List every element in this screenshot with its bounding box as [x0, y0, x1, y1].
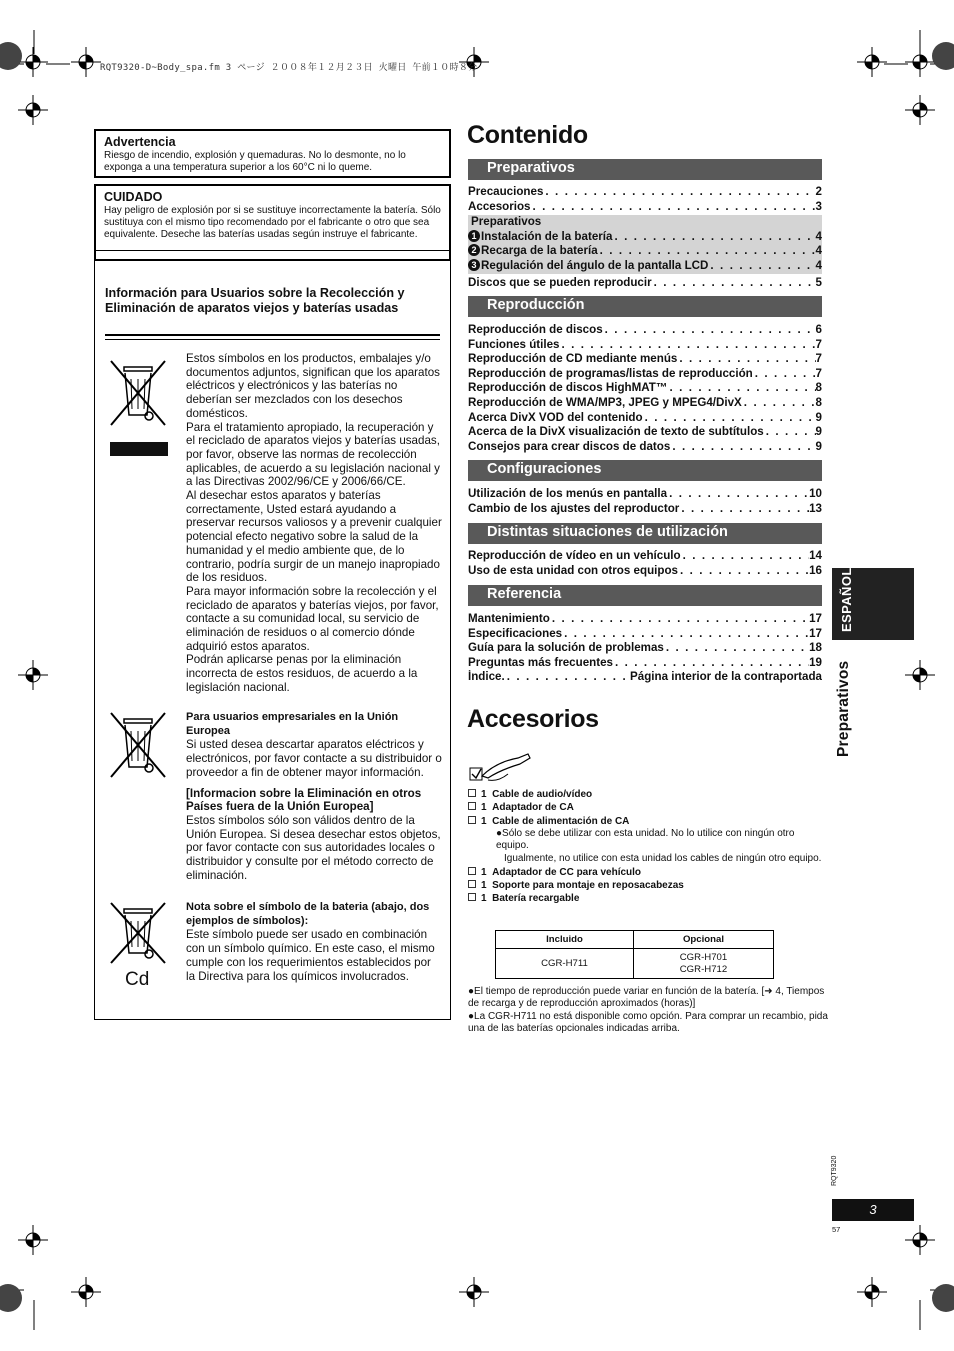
accessory-name: Soporte para montaje en reposacabezas	[492, 879, 684, 891]
toc-entry-title: Cambio de los ajustes del reproductor	[468, 501, 680, 515]
toc-page: 17	[809, 626, 822, 640]
toc-leader	[613, 656, 809, 671]
info-paragraph-1: Estos símbolos en los productos, embalajes y/o documentos adjuntos, significan que los aparatos eléctricos y electrónicos y las baterías no deberían ser mezclados con los desechos domésticos. Para el tratamiento apropiado, la recuperación y el reciclado de aparatos viejos y baterías usadas, por favor, observe las normas de recolección aplicables, de acuerdo a su legislación nacional y a las Directivas 2002/96/CE y 2006/66/CE. Al desechar estos aparatos y baterías correctamente, Usted estará ayudando a preservar recursos valiosos y a prevenir cualquier potencial efecto negativo sobre la salud de la humanidad y el medio ambiente que, de lo contrario, podría surgir de un manejo inapropiado de los residuos. Para mayor información sobre la recolección y el reciclado de aparatos y baterías viejos, por favor, contacte a su comunidad local, su servicio de eliminación de residuos o al comercio dónde adquirió estos aparatos. Podrán aplicarse penas por la eliminación incorrecta de estos residuos, de acuerdo a la legislación nacional.	[186, 352, 442, 694]
toc-page: 6	[815, 323, 822, 336]
toc-leader	[559, 338, 815, 353]
accessory-item	[468, 801, 828, 814]
language-tab-label: ESPAÑOL	[839, 567, 854, 632]
step-number-icon: 1	[468, 230, 480, 242]
accessory-note: Igualmente, no utilice con esta unidad los cables de ningún otro equipo.	[504, 853, 822, 865]
toc-row[interactable]	[468, 627, 822, 642]
toc-page: 7	[815, 337, 822, 351]
toc-leader	[708, 259, 815, 274]
registration-mark-icon	[905, 95, 935, 125]
toc-leader	[677, 352, 815, 367]
toc-row[interactable]	[468, 259, 822, 274]
toc-row[interactable]	[468, 185, 822, 200]
step-number-icon: 2	[468, 244, 480, 256]
toc-entry-title: Acerca de la DivX visualización de texto de subtítulos	[468, 425, 764, 439]
toc-page: 8	[815, 395, 822, 409]
disposal-info-title: Información para Usuarios sobre la Recolección y Eliminación de aparatos viejos y baterías usadas	[105, 286, 405, 315]
caution-title: CUIDADO	[104, 190, 163, 204]
toc-page: 16	[809, 563, 822, 577]
toc-leader	[667, 381, 815, 396]
page-number-small: 57	[832, 1225, 841, 1234]
accessory-name: Cable de audio/vídeo	[492, 789, 593, 800]
crop-marks-icon	[0, 30, 70, 90]
accessory-name: Batería recargable	[492, 893, 580, 905]
table-cell-line: CGR-H712	[679, 963, 728, 975]
cd-chemical-symbol: Cd	[125, 969, 150, 990]
info-paragraph-4: Este símbolo puede ser usado en combinación con un símbolo químico. En este caso, el mismo cumple con los requerimientos establecidos por la Directiva para los químicos involucrados.	[186, 928, 435, 983]
toc-leader	[679, 502, 809, 517]
accessory-item	[468, 866, 828, 879]
toc-leader	[531, 200, 816, 215]
divider	[105, 334, 440, 336]
accesorios-title: Accesorios	[467, 705, 599, 733]
toc-entry-title: Mantenimiento	[468, 612, 550, 625]
toc-entry-title: Reproducción de discos	[468, 323, 603, 336]
warning-text: Riesgo de incendio, explosión y quemaduras. No lo desmonte, no lo exponga a una temperatura superior a los 60°C ni lo queme.	[104, 150, 406, 173]
battery-table	[495, 930, 774, 979]
toc-page: 9	[815, 410, 822, 424]
registration-mark-icon	[857, 47, 887, 77]
toc-leader	[681, 549, 810, 564]
toc-leader	[664, 641, 809, 656]
table-header: Opcional	[633, 931, 773, 949]
toc-entry-title: Especificaciones	[468, 626, 563, 640]
toc-entry-title: Recarga de la batería	[481, 244, 598, 258]
bin-bar-icon	[110, 442, 168, 456]
toc-entry-title: Preguntas más frecuentes	[468, 655, 613, 669]
toc-leader	[753, 367, 816, 382]
disposal-info-text	[186, 352, 442, 695]
registration-mark-icon	[905, 660, 935, 690]
accessory-item	[468, 879, 828, 892]
warning-title: Advertencia	[104, 135, 176, 149]
toc-page: 19	[809, 655, 822, 669]
disposal-info-box	[94, 250, 451, 1020]
toc-leader	[678, 564, 809, 579]
toc-page: 18	[809, 641, 822, 655]
toc-page: 9	[815, 439, 822, 453]
toc-page: 17	[809, 612, 822, 625]
accessory-qty: 1	[481, 789, 487, 800]
toc-entry-title: Regulación del ángulo de la pantalla LCD	[481, 258, 709, 272]
table-cell-line: CGR-H701	[679, 951, 728, 963]
registration-mark-icon	[18, 1225, 48, 1255]
toc-entry-title: Discos que se pueden reproducir	[468, 275, 652, 289]
toc-entry-title: Funciones útiles	[468, 337, 560, 351]
toc-row[interactable]	[468, 656, 822, 671]
toc-row[interactable]	[468, 440, 822, 455]
toc-row[interactable]	[468, 670, 822, 685]
section-bar-configuraciones: Configuraciones	[468, 460, 822, 481]
accessory-qty: 1	[481, 866, 487, 878]
toc-page: 4	[815, 258, 822, 272]
registration-mark-icon	[18, 95, 48, 125]
divider	[105, 339, 440, 340]
toc-leader	[612, 230, 815, 245]
toc-entry-title: Utilización de los menús en pantalla	[468, 487, 668, 500]
toc-page: 3	[815, 199, 822, 213]
accessory-qty: 1	[481, 879, 487, 891]
checkbox-icon[interactable]	[468, 893, 476, 901]
registration-mark-icon	[459, 1277, 489, 1307]
registration-mark-icon	[71, 47, 101, 77]
info-paragraph-3: Estos símbolos sólo son válidos dentro de la Unión Europea. Si desea desechar estos objetos, por favor contacte con sus autoridades locales o distribuidor y consulte por el método correcto de eliminación.	[186, 813, 441, 882]
toc-page: 4	[815, 229, 822, 243]
section-bar-preparativos: Preparativos	[468, 159, 822, 180]
registration-mark-icon	[857, 1277, 887, 1307]
checkbox-icon[interactable]	[468, 802, 476, 810]
toc-leader	[670, 440, 815, 455]
accessory-name: Adaptador de CC para vehículo	[492, 866, 642, 878]
warning-box	[94, 129, 451, 178]
toc-page: 7	[815, 352, 822, 366]
section-bar-referencia: Referencia	[468, 585, 822, 606]
toc-row[interactable]	[468, 502, 822, 517]
toc-leader	[603, 323, 816, 338]
toc-leader	[643, 411, 816, 426]
side-section-label: Preparativos	[835, 660, 852, 757]
accessory-item	[468, 815, 828, 828]
battery-note: ●El tiempo de reproducción puede variar en función de la batería. [➜ 4, Tiempos de recarga y de reproducción aproximados (horas)]	[468, 986, 825, 1010]
print-header-line: RQT9320-D~Body_spa.fm 3 ページ ２００８年１２月２３日 火曜日 午前１０時８分	[100, 63, 478, 73]
toc-configuraciones	[468, 487, 822, 516]
toc-leader	[598, 244, 816, 259]
registration-mark-icon	[18, 660, 48, 690]
toc-leader	[667, 487, 809, 502]
checkbox-icon[interactable]	[468, 816, 476, 824]
checkbox-icon[interactable]	[468, 789, 476, 797]
section-bar-reproduccion: Reproducción	[468, 296, 822, 317]
toc-row[interactable]	[468, 276, 822, 291]
accessory-item	[468, 892, 828, 905]
toc-entry-title: Uso de esta unidad con otros equipos	[468, 563, 679, 577]
toc-leader	[505, 670, 630, 685]
toc-entry-title: Reproducción de programas/listas de reproducción	[468, 366, 753, 380]
toc-entry-title: Instalación de la batería	[481, 229, 613, 243]
toc-entry-title: Precauciones	[468, 185, 544, 198]
battery-notes	[468, 986, 828, 1035]
toc-entry-title: Reproducción de vídeo en un vehículo	[468, 549, 681, 562]
toc-entry-title: Reproducción de WMA/MP3, JPEG y MPEG4/DivX	[468, 395, 742, 409]
toc-page: 10	[809, 487, 822, 500]
checkbox-icon[interactable]	[468, 880, 476, 888]
accessory-qty: 1	[481, 802, 487, 814]
info-heading-2: Para usuarios empresariales en la Unión Europea	[186, 711, 399, 737]
business-users-section	[186, 711, 442, 882]
section-bar-situaciones: Distintas situaciones de utilización	[468, 523, 822, 544]
crop-marks-icon	[0, 1260, 70, 1330]
toc-entry-title: Acerca DivX VOD del contenido	[468, 410, 643, 424]
toc-referencia	[468, 612, 822, 685]
toc-page: 14	[809, 549, 822, 562]
toc-page: 7	[815, 366, 822, 380]
accessory-name: Adaptador de CA	[492, 802, 574, 814]
registration-mark-icon	[905, 1225, 935, 1255]
table-header: Incluido	[496, 931, 634, 949]
toc-leader	[764, 425, 816, 440]
toc-row[interactable]	[468, 396, 822, 411]
accessories-list	[468, 788, 828, 906]
info-heading-4: Nota sobre el símbolo de la bateria (abajo, dos ejemplos de símbolos):	[186, 901, 430, 927]
battery-note: ●La CGR-H711 no está disponible como opción. Para comprar un recambio, pida una de las baterías opcionales indicadas arriba.	[468, 1010, 828, 1034]
crossed-bin-icon	[105, 355, 171, 429]
step-number-icon: 3	[468, 259, 480, 271]
accessory-qty: 1	[481, 893, 487, 905]
accessory-qty: 1	[481, 815, 487, 827]
toc-situaciones	[468, 549, 822, 578]
toc-entry-title: Accesorios	[468, 199, 531, 213]
toc-page: Página interior de la contraportada	[630, 670, 822, 684]
toc-row[interactable]	[468, 411, 822, 426]
toc-leader	[652, 276, 816, 291]
toc-row[interactable]	[468, 381, 822, 396]
toc-entry-title: Índice.	[468, 670, 505, 684]
table-cell: CGR-H711	[496, 949, 634, 979]
toc-reproduccion	[468, 323, 822, 454]
accessory-note: ●Sólo se debe utilizar con esta unidad. No lo utilice con ningún otro equipo.	[496, 827, 795, 852]
toc-row[interactable]	[468, 338, 822, 353]
toc-preparativos	[468, 185, 822, 290]
toc-row[interactable]	[468, 487, 822, 502]
toc-row[interactable]	[468, 549, 822, 564]
toc-subgroup-preparativos	[468, 215, 822, 273]
toc-page: 2	[815, 185, 822, 198]
registration-mark-icon	[71, 1277, 101, 1307]
toc-subgroup-heading: Preparativos	[471, 215, 542, 229]
toc-page: 8	[815, 381, 822, 395]
toc-row[interactable]	[468, 641, 822, 656]
toc-leader	[742, 396, 816, 411]
toc-row[interactable]	[468, 352, 822, 367]
toc-row[interactable]	[468, 323, 822, 338]
crop-marks-icon	[884, 1260, 954, 1330]
toc-entry-title: Guía para la solución de problemas	[468, 641, 664, 655]
toc-row[interactable]	[468, 425, 822, 440]
toc-entry-title: Reproducción de discos HighMAT™	[468, 381, 668, 395]
page-number: 3	[832, 1199, 914, 1221]
checkbox-icon[interactable]	[468, 867, 476, 875]
info-paragraph-2: Si usted desea descartar aparatos eléctricos y electrónicos, por favor contacte a su distribuidor o proveedor a fin de obtener mayor información.	[186, 738, 442, 779]
toc-row[interactable]	[468, 612, 822, 627]
toc-row[interactable]	[468, 367, 822, 382]
toc-leader	[543, 185, 815, 200]
info-heading-3: [Informacion sobre la Eliminación en otros Países fuera de la Unión Europea]	[186, 786, 422, 814]
caution-text: Hay peligro de explosión por si se sustituye incorrectamente la batería. Sólo sustituya con el mismo tipo recomendado por el fabricante o otro que sea equivalente. Deseche las baterías usadas según instruye el fabricante.	[104, 205, 441, 240]
toc-entry-title: Consejos para crear discos de datos	[468, 439, 671, 453]
toc-page: 5	[815, 275, 822, 289]
toc-leader	[562, 627, 809, 642]
table-cell	[633, 949, 773, 979]
accessory-item	[468, 788, 828, 801]
battery-symbol-section	[186, 901, 442, 983]
toc-leader	[550, 612, 809, 627]
crop-marks-icon	[884, 30, 954, 90]
toc-entry-title: Reproducción de CD mediante menús	[468, 352, 678, 366]
toc-row[interactable]	[468, 244, 822, 259]
toc-page: 9	[815, 425, 822, 439]
toc-row[interactable]	[468, 230, 822, 245]
toc-row[interactable]	[468, 564, 822, 579]
contenido-title: Contenido	[467, 121, 588, 149]
toc-page: 13	[809, 501, 822, 515]
side-document-code: RQT9320	[831, 1155, 838, 1186]
accessory-name: Cable de alimentación de CA	[492, 815, 630, 827]
crossed-bin-icon	[105, 707, 171, 781]
toc-page: 4	[815, 244, 822, 258]
toc-row[interactable]	[468, 200, 822, 215]
pen-checklist-icon	[468, 752, 534, 784]
